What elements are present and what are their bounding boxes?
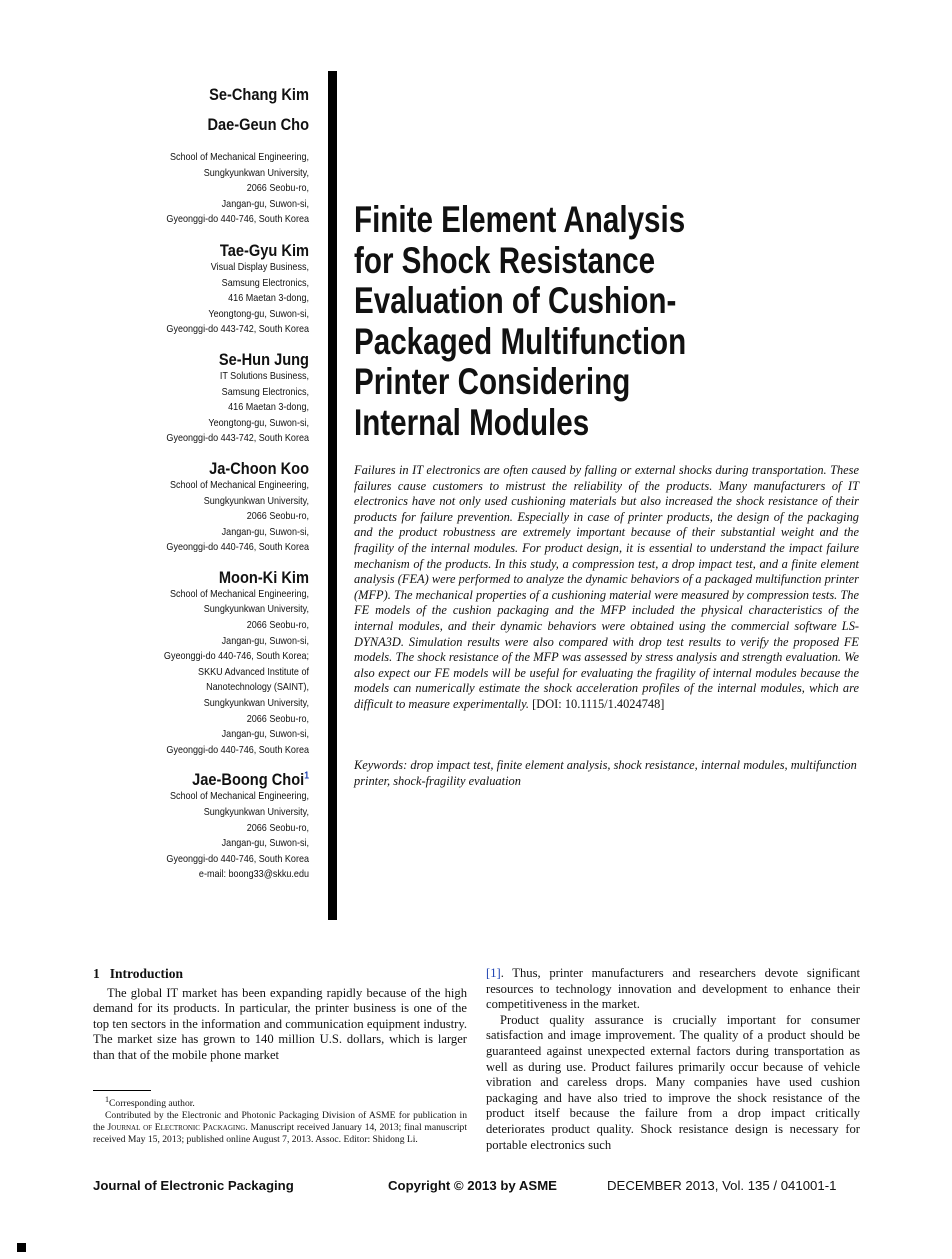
affiliation-line: Gyeonggi-do 440-746, South Korea <box>166 852 309 865</box>
affiliation-line: School of Mechanical Engineering, <box>169 587 309 600</box>
affiliation-line: Nanotechnology (SAINT), <box>206 681 309 694</box>
author-name <box>51 771 309 788</box>
author-block <box>9 86 309 103</box>
title-divider-bar <box>328 71 337 920</box>
author-list <box>9 86 309 883</box>
affiliation-line: 416 Maetan 3-dong, <box>228 401 309 414</box>
paragraph-text: . Thus, printer manufacturers and researchers devote significant resources to technology innovation and development to enhance their competitiveness in the market. <box>486 966 860 1012</box>
affiliation-line: Samsung Electronics, <box>221 385 309 398</box>
affiliation-line: School of Mechanical Engineering, <box>169 151 309 163</box>
author-name: Tae-Gyu Kim <box>219 240 309 260</box>
affiliation-line: 2066 Seobu-ro, <box>246 712 309 725</box>
footnote-text: Contributed by the Electronic and Photonic Packaging Division of ASME for publication in the <box>93 1109 467 1133</box>
affiliation-line: 2066 Seobu-ro, <box>246 619 309 632</box>
body-paragraph: The global IT market has been expanding rapidly because of the high demand for its products. In particular, the printer business is one of the top ten sectors in the information and communication equipment industry. The market size has grown to 140 million U.S. dollars, which is larger than that of the mobile phone market <box>93 985 467 1062</box>
left-column <box>93 966 467 1064</box>
affiliation-line: Visual Display Business, <box>210 260 309 273</box>
title-line: Evaluation of Cushion- <box>354 280 677 322</box>
author-name-text: Jae-Boong Choi <box>192 770 305 790</box>
author-affiliation <box>51 587 309 759</box>
affiliation-line: Gyeonggi-do 443-742, South Korea <box>166 432 309 445</box>
page-corner-mark <box>17 1243 26 1252</box>
author-name: Moon-Ki Kim <box>218 567 309 587</box>
footnote-marker: 1 <box>105 1095 109 1104</box>
affiliation-line: Jangan-gu, Suwon-si, <box>221 634 309 647</box>
affiliation-line: Yeongtong-gu, Suwon-si, <box>208 307 309 320</box>
author-affiliation <box>51 789 309 883</box>
author-block <box>9 569 309 759</box>
affiliation-line: School of Mechanical Engineering, <box>169 790 309 803</box>
author-name: Se-Chang Kim <box>209 85 309 104</box>
footer-copyright: Copyright © 2013 by ASME <box>388 1178 557 1193</box>
affiliation-line: Gyeonggi-do 440-746, South Korea <box>166 213 309 226</box>
footnotes <box>93 1094 467 1145</box>
footnote-rule <box>93 1090 151 1091</box>
affiliation-line: Jangan-gu, Suwon-si, <box>221 837 309 850</box>
affiliation-line: Sungkyunkwan University, <box>203 697 309 710</box>
body-paragraph: Product quality assurance is crucially important for consumer satisfaction and image improvement. The quality of a product should be guaranteed against unexpected external factors during transportation as well as during use. Product failures primarily occur because of vehicle vibration and careless drops. Many companies have used cushion packaging and have also tried to improve the shock resistance of the product itself because the failure from a drop impact critically deteriorates product quality. Shock resistance design is necessary for portable electronics such <box>486 1012 860 1152</box>
footnote <box>93 1094 467 1110</box>
affiliation-line: Yeongtong-gu, Suwon-si, <box>208 416 309 429</box>
keywords-label: Keywords: <box>354 758 408 772</box>
keywords-text: drop impact test, finite element analysis, shock resistance, internal modules, multifunction printer, shock-fragility evaluation <box>354 758 857 788</box>
affiliation-line: 2066 Seobu-ro, <box>246 821 309 834</box>
affiliation-line: Sungkyunkwan University, <box>203 494 309 507</box>
affiliation-line: Jangan-gu, Suwon-si, <box>221 197 309 210</box>
affiliation-line: Jangan-gu, Suwon-si, <box>221 728 309 741</box>
affiliation-line: School of Mechanical Engineering, <box>169 478 309 491</box>
affiliation-line: Gyeonggi-do 440-746, South Korea; <box>163 650 309 663</box>
title-line: Printer Considering <box>354 361 631 403</box>
journal-name: Journal of Electronic Packaging <box>107 1121 246 1133</box>
author-affiliation <box>51 369 309 447</box>
footnote-text: Corresponding author. <box>109 1098 195 1110</box>
author-name: Ja-Choon Koo <box>209 458 309 478</box>
author-block <box>9 771 309 883</box>
affiliation-line: Sungkyunkwan University, <box>203 166 309 179</box>
citation-link[interactable]: [1] <box>486 966 501 980</box>
right-column <box>486 966 860 1153</box>
affiliation-line: Sungkyunkwan University, <box>203 603 309 616</box>
section-heading <box>93 966 467 982</box>
affiliation-line: 2066 Seobu-ro, <box>246 510 309 523</box>
section-title: Introduction <box>109 966 184 981</box>
body-paragraph <box>486 966 860 1013</box>
footnote <box>93 1110 467 1145</box>
title-line: Packaged Multifunction <box>354 320 687 362</box>
author-name: Dae-Geun Cho <box>207 115 309 134</box>
author-affiliation <box>51 260 309 338</box>
affiliation-line: Sungkyunkwan University, <box>203 806 309 818</box>
abstract-text: Failures in IT electronics are often caused by falling or external shocks during transportation. These failures cause customers to mistrust the reliability of the products. Many manufacturers of IT electronics have not only used cushioning materials but also increased the shock resistance of their products for failure prevention. Especially in case of printer products, the design of the packaging and the product robustness are extremely important because of their substantial weight and the fragility of the internal modules. For product design, it is essential to understand the impact failure mechanism of the products. In this study, a compression test, a drop impact test, and a finite element analysis (FEA) were performed to analyze the dynamic behaviors of a packaged multifunction printer (MFP). The mechanical properties of a cushioning material were measured by compression tests. The FE models of the cushion packaging and the MFP included the physical characteristics of the internal modules, and their dynamic behaviors were obtained using the commercial software <box>354 463 859 633</box>
affiliation-line: Gyeonggi-do 443-742, South Korea <box>166 323 309 336</box>
footer-issue: DECEMBER 2013, Vol. 135 / 041001-1 <box>607 1178 837 1193</box>
title-line: Internal Modules <box>354 401 590 443</box>
corresponding-author-marker[interactable]: 1 <box>304 770 309 782</box>
affiliation-line: Jangan-gu, Suwon-si, <box>221 525 309 538</box>
software-name: LS-DYNA3D <box>354 618 860 649</box>
author-affiliation <box>51 150 309 228</box>
author-block <box>9 460 309 556</box>
affiliation-line: SKKU Advanced Institute of <box>198 665 309 678</box>
affiliation-line: IT Solutions Business, <box>219 369 309 382</box>
author-email[interactable]: e-mail: boong33@skku.edu <box>198 868 309 881</box>
title-line: Finite Element Analysis <box>354 199 686 240</box>
title-line: for Shock Resistance <box>354 239 656 281</box>
affiliation-line: 2066 Seobu-ro, <box>246 182 309 195</box>
author-block <box>9 351 309 447</box>
author-block <box>9 116 309 228</box>
author-affiliation <box>51 478 309 556</box>
affiliation-line: 416 Maetan 3-dong, <box>228 292 309 305</box>
author-name: Se-Hun Jung <box>218 349 309 369</box>
affiliation-line: Gyeonggi-do 440-746, South Korea <box>166 743 309 756</box>
abstract-text: . Simulation results were also compared with drop test results to verify the proposed FE models. The shock resistance of the MFP was assessed by stress analysis and strength evaluation. We also expect our FE models will be useful for evaluating the fragility of internal modules because the models can numerically estimate the shock acceleration profiles of the internal modules, which are difficult to measure experimentally. <box>354 634 859 711</box>
author-block <box>9 242 309 338</box>
doi-link[interactable]: [DOI: 10.1115/1.4024748] <box>529 696 665 711</box>
keywords <box>354 758 859 789</box>
footer-journal: Journal of Electronic Packaging <box>93 1178 294 1193</box>
affiliation-line: Gyeonggi-do 440-746, South Korea <box>166 541 309 554</box>
paper-title <box>354 200 738 444</box>
section-number: 1 <box>93 966 100 981</box>
abstract <box>354 463 859 713</box>
footnote-text: . Manuscript received January 14, 2013; final manuscript received May 15, 2013; published online August 7, 2013. Assoc. Editor: Shidong Li. <box>93 1121 467 1145</box>
affiliation-line: Samsung Electronics, <box>221 276 309 289</box>
